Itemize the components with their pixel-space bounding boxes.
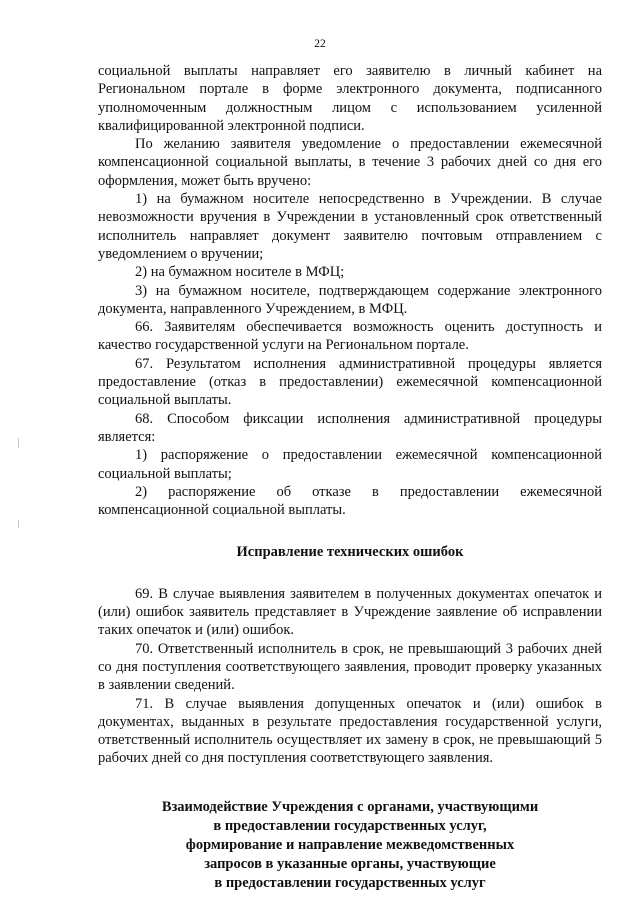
page-number: 22 (314, 38, 326, 50)
paragraph: 69. В случае выявления заявителем в полученных документах опечаток и (или) ошибок заявитель представляет в Учреждение заявление об исправлении таких опечаток и (или) ошибок. (98, 585, 602, 639)
heading-line: в предоставлении государственных услуг, (213, 817, 487, 834)
paragraph: 70. Ответственный исполнитель в срок, не превышающий 3 рабочих дней со дня поступления соответствующего заявления, проводит проверку указанных в заявлении сведений. (98, 640, 602, 694)
paragraph: По желанию заявителя уведомление о предоставлении ежемесячной компенсационной социальной выплаты, в течение 3 рабочих дней со дня его оформления, может быть вручено: (98, 136, 602, 189)
heading-line: формирование и направление межведомственных (185, 836, 515, 853)
list-item: 2) на бумажном носителе в МФЦ; (135, 264, 345, 281)
list-item: 3) на бумажном носителе, подтверждающем содержание электронного документа, направленного Учреждением, в МФЦ. (98, 282, 602, 317)
list-item: 2) распоряжение об отказе в предоставлении ежемесячной компенсационной социальной выплаты. (98, 483, 602, 519)
list-item: 1) на бумажном носителе непосредственно в Учреждении. В случае невозможности вручения в Учреждении в установленный срок ответственный исполнитель направляет документ заявителю почтовым отправлением с уведомлением о вручении; (98, 191, 602, 262)
document-body (98, 62, 602, 893)
scan-margin-mark (18, 520, 19, 528)
scan-margin-mark (18, 438, 19, 448)
paragraph: социальной выплаты направляет его заявителю в личный кабинет на Региональном портале в форме электронного документа, подписанного уполномоченным должностным лицом с использованием усиленной квалифицированной электронной подписи. (98, 63, 602, 134)
section-heading: Исправление технических ошибок (236, 544, 464, 561)
paragraph: 67. Результатом исполнения административной процедуры является предоставление (отказ в предоставлении) ежемесячной компенсационной социальной выплаты. (98, 355, 602, 409)
paragraph: 71. В случае выявления допущенных опечаток и (или) ошибок в документах, выданных в результате предоставления государственной услуги, ответственный исполнитель осуществляет их замену в срок, не превышающий 5 рабочих дней со дня поступления соответствующего заявления. (98, 695, 602, 767)
heading-line: Взаимодействие Учреждения с органами, участвующими (161, 798, 539, 815)
list-item: 1) распоряжение о предоставлении ежемесячной компенсационной социальной выплаты; (98, 447, 602, 482)
paragraph: 66. Заявителям обеспечивается возможность оценить доступность и качество государственной услуги на Региональном портале. (98, 319, 602, 354)
paragraph: 68. Способом фиксации исполнения административной процедуры является: (98, 410, 602, 445)
section-heading (98, 798, 602, 893)
heading-line: запросов в указанные органы, участвующие (204, 855, 496, 872)
heading-line: в предоставлении государственных услуг (214, 874, 486, 891)
